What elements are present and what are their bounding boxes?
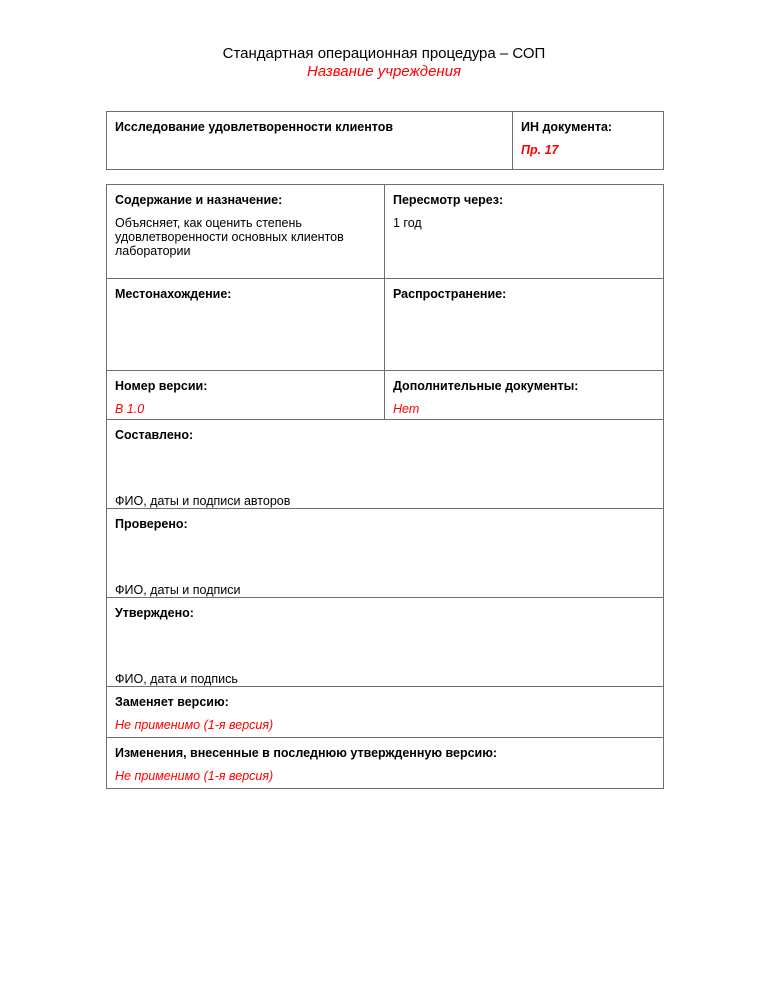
purpose-label: Содержание и назначение: [115,193,283,207]
approved-cell [107,598,664,687]
checked-cell [107,509,664,598]
doc-title-cell [107,112,513,170]
replaces-value: Не применимо (1-я версия) [115,718,274,732]
purpose-value: Объясняет, как оценить степень удовлетворенности основных клиентов лаборатории [115,216,344,258]
checked-label: Проверено: [115,517,188,531]
distribution-label: Распространение: [393,287,507,301]
compiled-note: ФИО, даты и подписи авторов [115,494,291,508]
version-label: Номер версии: [115,379,208,393]
compiled-label: Составлено: [115,428,194,442]
changes-cell [107,738,664,789]
purpose-cell [107,185,385,279]
institution-name: Название учреждения [306,63,462,80]
replaces-cell [107,687,664,738]
location-label: Местонахождение: [115,287,232,301]
document-title: Стандартная операционная процедура – СОП [222,45,546,62]
review-cell [385,185,664,279]
location-cell [107,279,385,371]
checked-note: ФИО, даты и подписи [115,583,241,597]
doc-id-label: ИН документа: [521,120,613,134]
review-value: 1 год [393,216,422,230]
additional-docs-cell [385,371,664,420]
changes-value: Не применимо (1-я версия) [115,769,274,783]
doc-id-cell [513,112,664,170]
doc-id-value: Пр. 17 [521,143,559,157]
version-cell [107,371,385,420]
compiled-cell [107,420,664,509]
replaces-label: Заменяет версию: [115,695,229,709]
approved-note: ФИО, дата и подпись [115,672,238,686]
document-header [0,45,768,81]
sop-details-table [106,184,664,789]
doc-title: Исследование удовлетворенности клиентов [115,120,394,134]
distribution-cell [385,279,664,371]
title-table [106,111,664,170]
version-value: В 1.0 [115,402,145,416]
additional-docs-value: Нет [393,402,420,416]
review-label: Пересмотр через: [393,193,504,207]
additional-docs-label: Дополнительные документы: [393,379,579,393]
changes-label: Изменения, внесенные в последнюю утвержденную версию: [115,746,498,760]
approved-label: Утверждено: [115,606,194,620]
